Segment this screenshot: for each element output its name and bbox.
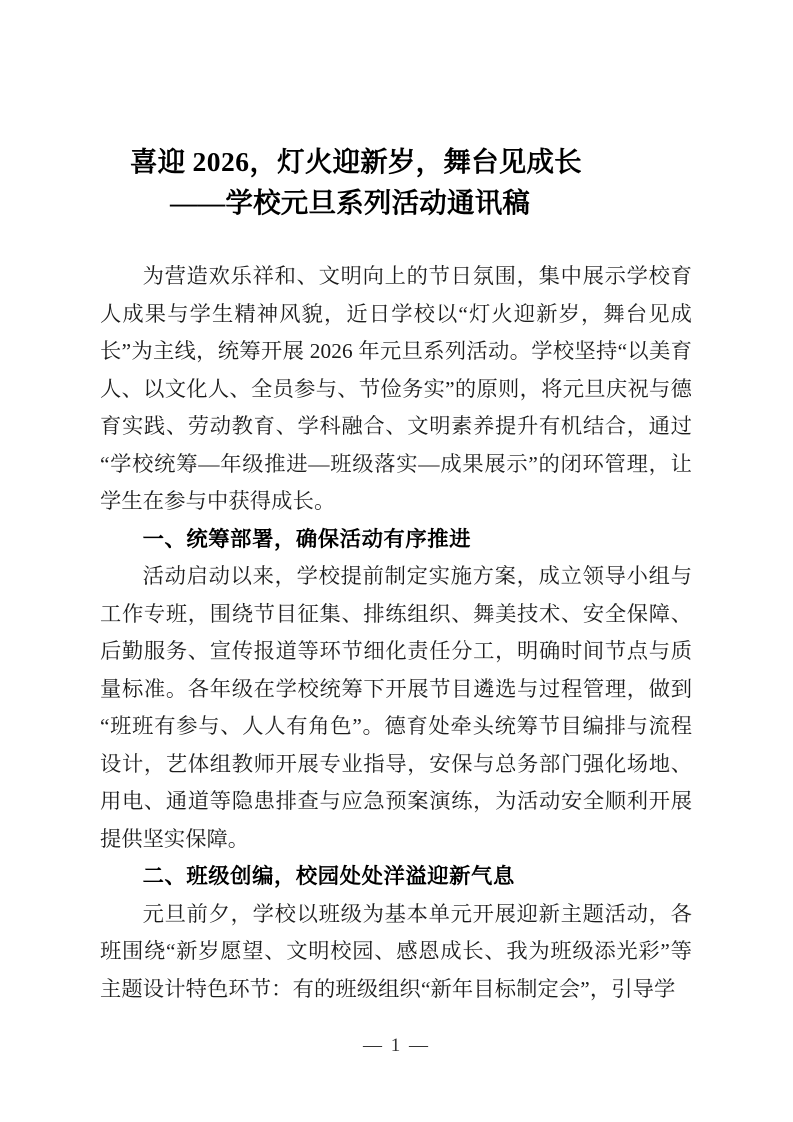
document-title-line-1 — [100, 141, 692, 182]
document-body — [100, 258, 692, 1008]
document-title — [100, 0, 692, 223]
page-footer — [0, 1032, 793, 1060]
section-heading-1: 一、统筹部署，确保活动有序推进 — [142, 526, 472, 552]
section-heading-2: 二、班级创编，校园处处洋溢迎新气息 — [142, 864, 515, 889]
document-content — [100, 0, 692, 1008]
paragraph-section-1-body: 活动启动以来，学校提前制定实施方案，成立领导小组与工作专班，围绕节目征集、排练组织、舞美技术、安全保障、后勤服务、宣传报道等环节细化责任分工，明确时间节点与质量标准。各年级在学校统筹下开展节目遴选与过程管理，做到“班班有参与、人人有角色”。德育处牵头统筹节目编排与流程设计，艺体组教师开展专业指导，安保与总务部门强化场地、用电、通道等隐患排查与应急预案演练，为活动安全顺利开展提供坚实保障。 — [100, 564, 692, 851]
document-subtitle-line-2: ——学校元旦系列活动通讯稿 — [170, 187, 531, 218]
title-year-text: 2026 — [192, 146, 250, 177]
title-prefix-text: 喜迎 — [130, 146, 193, 177]
title-suffix-text: ，灯火迎新岁，舞台见成长 — [249, 146, 582, 177]
paragraph-intro: 为营造欢乐祥和、文明向上的节日氛围，集中展示学校育人成果与学生精神风貌，近日学校以“灯火迎新岁，舞台见成长”为主线，统筹开展 2026 年元旦系列活动。学校坚持“以美育人、以文化人、全员参与、节俭务实”的原则，将元旦庆祝与德育实践、劳动教育、学科融合、文明素养提升有机结合，通过“学校统筹—年级推进—班级落实—成果展示”的闭环管理，让学生在参与中获得成长。 — [100, 264, 692, 513]
page-number: — 1 — — [363, 1035, 430, 1056]
paragraph-section-2-body: 元旦前夕，学校以班级为基本单元开展迎新主题活动，各班围绕“新岁愿望、文明校园、感恩成长、我为班级添光彩”等主题设计特色环节：有的班级组织“新年目标制定会”，引导学 — [100, 901, 692, 1001]
